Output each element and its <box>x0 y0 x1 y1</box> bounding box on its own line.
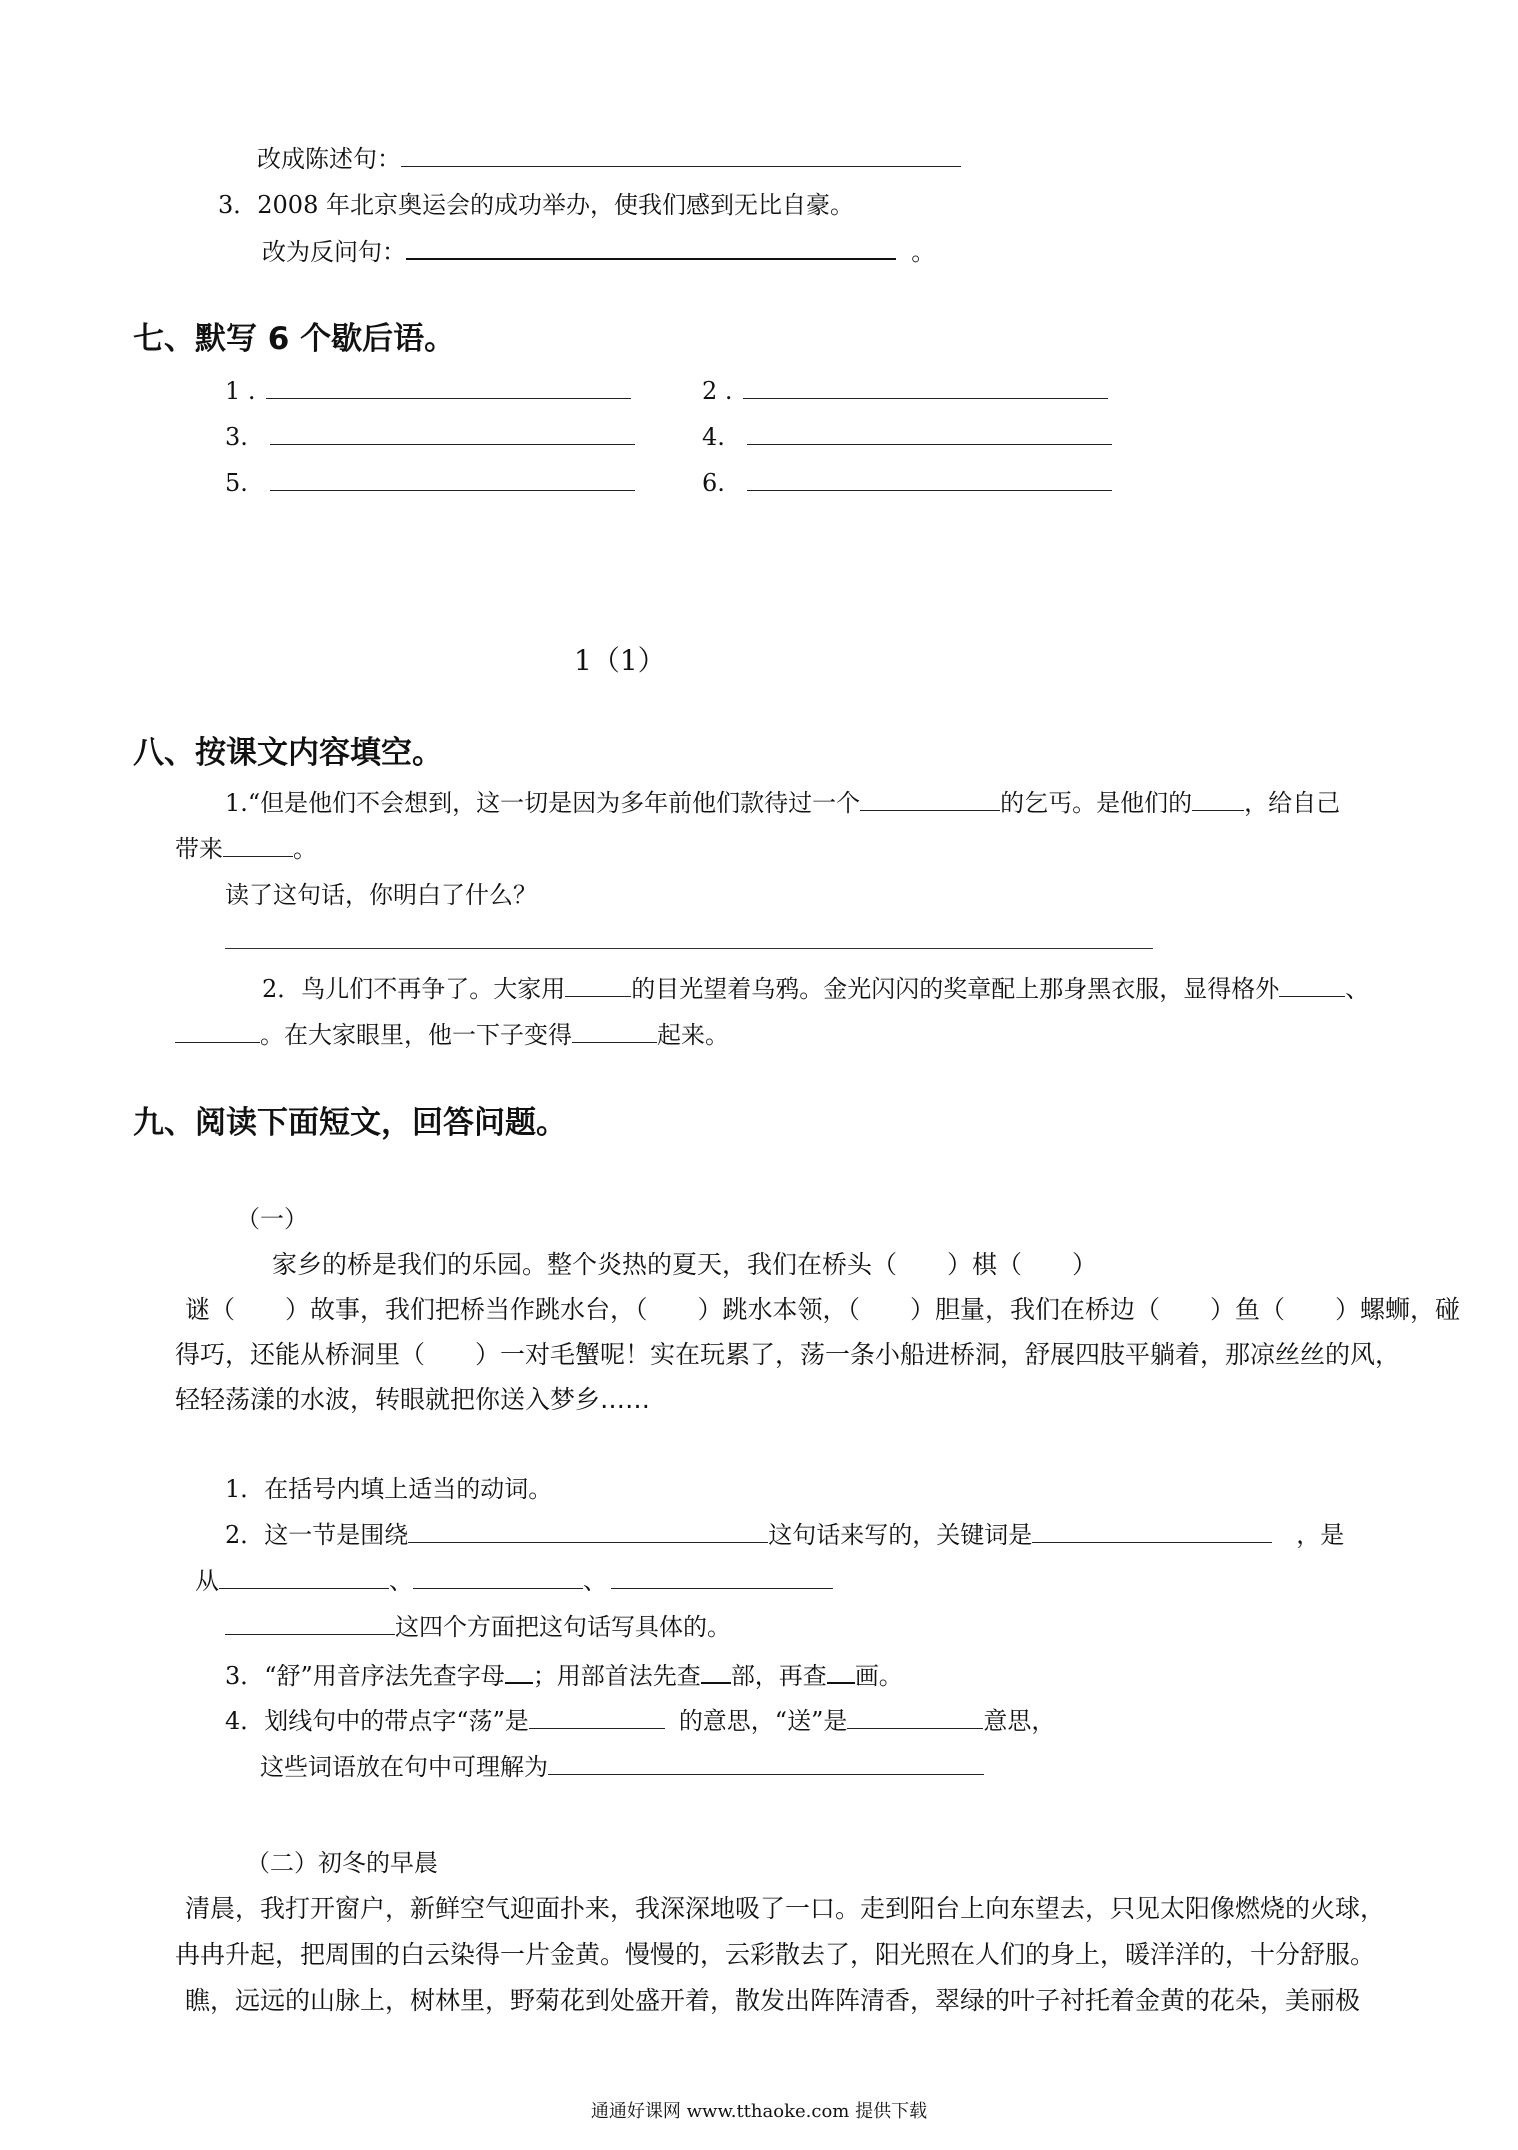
answer-blank[interactable] <box>529 1706 665 1729</box>
sec8-question-1-line1: 1.“但是他们不会想到，这一切是因为多年前他们款待过一个 的乞丐。是他们的 ，给自己 <box>225 789 1341 817</box>
passage-2-line: 瞧，远远的山脉上，树林里，野菊花到处盛开着，散发出阵阵清香，翠绿的叶子衬托着金黄的花朵，美丽极 <box>185 1986 1361 2015</box>
reading-question-3: 3．“舒”用音序法先查字母 ；用部首法先查 部，再查 画。 <box>225 1662 903 1690</box>
proverb-item-2: 2 . <box>702 376 1108 406</box>
answer-blank[interactable] <box>847 1706 983 1729</box>
question-3: 3．2008 年北京奥运会的成功举办，使我们感到无比自豪。 <box>218 191 854 219</box>
reading-question-2-line3: 这四个方面把这句话写具体的。 <box>225 1612 731 1642</box>
section-9-title: 九、阅读下面短文，回答问题。 <box>133 1105 567 1141</box>
answer-line[interactable] <box>225 948 1153 949</box>
sec8-question-2-line1: 2．鸟儿们不再争了。大家用 的目光望着乌鸦。金光闪闪的奖章配上那身黑衣服，显得格外 、 <box>262 975 1370 1003</box>
answer-blank[interactable] <box>1192 788 1244 811</box>
reading-question-4-line1: 4．划线句中的带点字“荡”是 的意思，“送”是 意思， <box>225 1707 1056 1735</box>
answer-blank[interactable] <box>225 1612 395 1635</box>
passage-1-line: 轻轻荡漾的水波，转眼就把你送入梦乡…… <box>175 1385 651 1414</box>
change-to-rhetorical-label: 改为反问句： 。 <box>262 238 936 266</box>
answer-blank[interactable] <box>270 468 635 491</box>
answer-blank[interactable] <box>413 1566 583 1589</box>
proverb-item-1: 1 . <box>225 376 631 406</box>
answer-blank[interactable] <box>270 422 635 445</box>
answer-blank[interactable] <box>611 1566 833 1589</box>
answer-blank[interactable] <box>747 422 1112 445</box>
answer-blank[interactable] <box>505 1660 533 1684</box>
answer-blank[interactable] <box>1279 974 1345 997</box>
section-7-title: 七、默写 6 个歇后语。 <box>133 321 456 357</box>
passage-2-title: （二）初冬的早晨 <box>246 1849 438 1877</box>
answer-blank[interactable] <box>223 834 293 857</box>
answer-blank[interactable] <box>548 1752 984 1775</box>
passage-1-line: 家乡的桥是我们的乐园。整个炎热的夏天，我们在桥头（ ）棋（ ） <box>272 1250 1098 1279</box>
answer-blank[interactable] <box>827 1660 855 1684</box>
sec8-question-1-ask: 读了这句话，你明白了什么？ <box>225 881 537 909</box>
answer-blank[interactable] <box>406 236 896 260</box>
passage-2-line: 冉冉升起，把周围的白云染得一片金黄。慢慢的，云彩散去了，阳光照在人们的身上，暖洋洋的，十分舒服。 <box>175 1940 1376 1969</box>
proverb-item-4: 4. <box>702 422 1112 452</box>
answer-blank[interactable] <box>219 1566 389 1589</box>
reading-question-4-line2: 这些词语放在句中可理解为 <box>260 1752 984 1782</box>
answer-blank[interactable] <box>743 376 1108 399</box>
answer-blank[interactable] <box>1032 1520 1272 1543</box>
proverb-item-3: 3. <box>225 422 635 452</box>
passage-2-line: 清晨，我打开窗户，新鲜空气迎面扑来，我深深地吸了一口。走到阳台上向东望去，只见太阳像燃烧的火球， <box>185 1894 1386 1923</box>
reading-question-2-line1: 2．这一节是围绕 这句话来写的，关键词是 ，是 <box>225 1521 1345 1549</box>
sec8-question-2-line2: 。在大家眼里，他一下子变得 起来。 <box>175 1020 729 1050</box>
section-8-title: 八、按课文内容填空。 <box>133 735 443 771</box>
change-to-statement-label: 改成陈述句： <box>257 144 961 174</box>
page-mark: 1（1） <box>574 644 666 677</box>
answer-blank[interactable] <box>701 1660 731 1684</box>
passage-1-line: 得巧，还能从桥洞里（ ）一对毛蟹呢！实在玩累了，荡一条小船进桥洞，舒展四肢平躺着，那凉丝丝的风， <box>175 1340 1401 1369</box>
passage-1-line: 谜（ ）故事，我们把桥当作跳水台，（ ）跳水本领，（ ）胆量，我们在桥边（ ）鱼（ ）螺蛳，碰 <box>185 1295 1461 1324</box>
proverb-item-5: 5. <box>225 468 635 498</box>
page-footer: 通通好课网 www.tthaoke.com 提供下载 <box>590 2101 928 2122</box>
answer-blank[interactable] <box>572 1020 657 1043</box>
answer-blank[interactable] <box>565 974 631 997</box>
answer-blank[interactable] <box>175 1020 260 1043</box>
sec8-question-1-line2: 带来 。 <box>175 835 317 863</box>
answer-blank[interactable] <box>860 788 1000 811</box>
answer-blank[interactable] <box>401 144 961 167</box>
proverb-item-6: 6. <box>702 468 1112 498</box>
passage-1-label: （一） <box>236 1205 308 1233</box>
answer-blank[interactable] <box>266 376 631 399</box>
reading-question-2-line2: 从 、 、 <box>195 1566 833 1596</box>
answer-blank[interactable] <box>747 468 1112 491</box>
answer-blank[interactable] <box>408 1520 768 1543</box>
reading-question-1: 1．在括号内填上适当的动词。 <box>225 1475 553 1503</box>
